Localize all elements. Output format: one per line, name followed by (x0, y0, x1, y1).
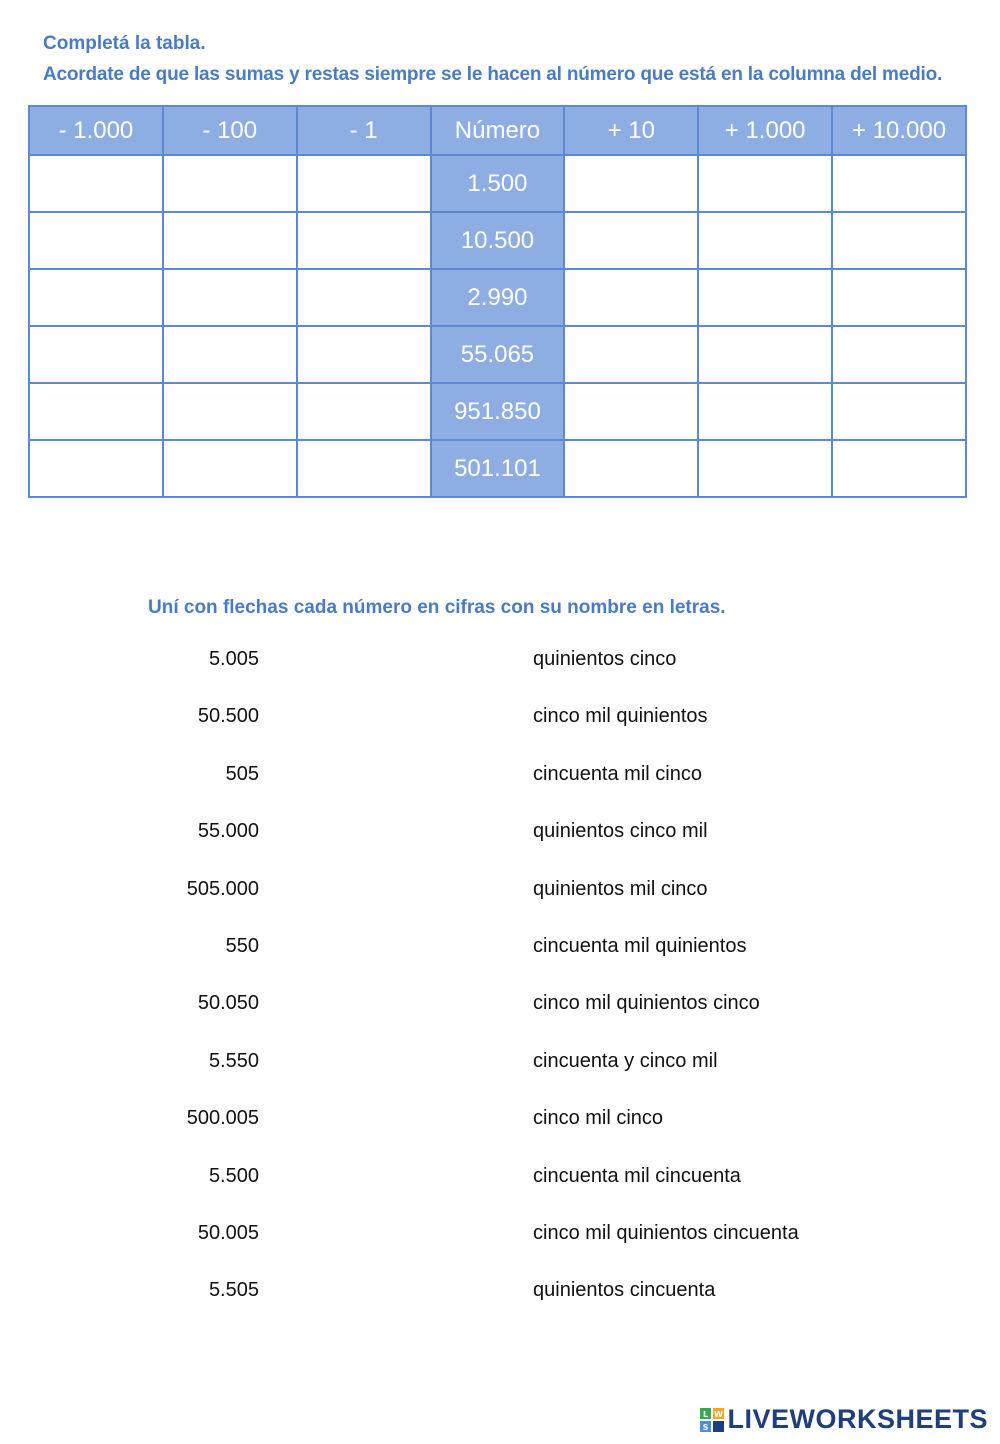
answer-cell[interactable] (832, 326, 966, 383)
number-cell: 951.850 (431, 383, 565, 440)
answer-cell[interactable] (29, 440, 163, 497)
brand-name: LIVEWORKSHEETS (727, 1404, 988, 1434)
liveworksheets-logo-icon (700, 1408, 724, 1432)
number-item[interactable]: 50.500 (197, 705, 259, 728)
word-item[interactable]: cinco mil quinientos cincuenta (533, 1221, 799, 1244)
answer-cell[interactable] (163, 269, 297, 326)
word-item[interactable]: cincuenta mil cincuenta (533, 1164, 741, 1187)
answer-cell[interactable] (29, 212, 163, 269)
table-row (29, 155, 966, 212)
number-cell: 501.101 (431, 440, 565, 497)
number-cell: 55.065 (431, 326, 565, 383)
table-row (29, 383, 966, 440)
table-row (29, 440, 966, 497)
word-item[interactable]: cinco mil cinco (533, 1107, 664, 1130)
answer-cell[interactable] (832, 155, 966, 212)
number-item[interactable]: 5.005 (208, 648, 259, 670)
header-plus-10000: + 10.000 (832, 106, 966, 155)
word-item[interactable]: cincuenta mil cinco (533, 762, 702, 785)
word-item[interactable]: cincuenta mil quinientos (533, 934, 747, 957)
answer-cell[interactable] (163, 155, 297, 212)
answer-cell[interactable] (163, 383, 297, 440)
answer-cell[interactable] (832, 383, 966, 440)
number-item[interactable]: 505 (225, 762, 259, 785)
number-item[interactable]: 50.005 (197, 1221, 259, 1244)
words-list (533, 645, 973, 1334)
answer-cell[interactable] (698, 440, 832, 497)
answer-cell[interactable] (163, 326, 297, 383)
liveworksheets-brand (700, 1404, 988, 1435)
word-item[interactable]: cinco mil quinientos (533, 705, 708, 728)
header-plus-1000: + 1.000 (698, 106, 832, 155)
instruction-title: Completá la tabla. (43, 33, 206, 54)
answer-cell[interactable] (29, 383, 163, 440)
answer-cell[interactable] (698, 269, 832, 326)
answer-cell[interactable] (564, 440, 698, 497)
word-item[interactable]: cinco mil quinientos cinco (533, 992, 760, 1015)
instruction-text: Acordate de que las sumas y restas siempre se le hacen al número que está en la columna del medio. (43, 64, 943, 85)
number-item[interactable]: 5.500 (208, 1164, 259, 1187)
answer-cell[interactable] (564, 212, 698, 269)
header-minus-100: - 100 (163, 106, 297, 155)
answer-cell[interactable] (832, 440, 966, 497)
svg-text:S: S (703, 1422, 709, 1432)
answer-cell[interactable] (297, 326, 431, 383)
header-minus-1: - 1 (297, 106, 431, 155)
answer-cell[interactable] (163, 440, 297, 497)
answer-cell[interactable] (297, 212, 431, 269)
answer-cell[interactable] (297, 155, 431, 212)
header-plus-10: + 10 (564, 106, 698, 155)
number-item[interactable]: 550 (225, 934, 259, 957)
answer-cell[interactable] (564, 269, 698, 326)
answer-cell[interactable] (29, 326, 163, 383)
svg-text:L: L (703, 1409, 709, 1419)
answer-cell[interactable] (698, 383, 832, 440)
operations-table (28, 105, 967, 498)
number-item[interactable]: 55.000 (197, 820, 259, 843)
answer-cell[interactable] (832, 212, 966, 269)
word-item[interactable]: quinientos cincuenta (533, 1279, 716, 1302)
table-row (29, 326, 966, 383)
number-item[interactable]: 5.550 (208, 1049, 259, 1072)
answer-cell[interactable] (297, 269, 431, 326)
word-item[interactable]: quinientos cinco (533, 648, 677, 670)
word-item[interactable]: cincuenta y cinco mil (533, 1049, 718, 1072)
table-row (29, 269, 966, 326)
number-cell: 10.500 (431, 212, 565, 269)
answer-cell[interactable] (29, 155, 163, 212)
answer-cell[interactable] (564, 155, 698, 212)
answer-cell[interactable] (564, 383, 698, 440)
number-cell: 1.500 (431, 155, 565, 212)
header-minus-1000: - 1.000 (29, 106, 163, 155)
answer-cell[interactable] (564, 326, 698, 383)
answer-cell[interactable] (698, 155, 832, 212)
svg-text:W: W (714, 1409, 724, 1419)
answer-cell[interactable] (297, 440, 431, 497)
answer-cell[interactable] (698, 212, 832, 269)
number-item[interactable]: 5.505 (208, 1279, 259, 1302)
table-header-row (29, 106, 966, 155)
answer-cell[interactable] (29, 269, 163, 326)
answer-cell[interactable] (832, 269, 966, 326)
word-item[interactable]: quinientos mil cinco (533, 877, 708, 900)
number-item[interactable]: 505.000 (186, 877, 259, 900)
number-item[interactable]: 500.005 (186, 1107, 259, 1130)
header-number: Número (431, 106, 565, 155)
answer-cell[interactable] (163, 212, 297, 269)
number-cell: 2.990 (431, 269, 565, 326)
numbers-list (120, 645, 259, 1334)
answer-cell[interactable] (297, 383, 431, 440)
answer-cell[interactable] (698, 326, 832, 383)
matching-title: Uní con flechas cada número en cifras con su nombre en letras. (148, 597, 726, 618)
word-item[interactable]: quinientos cinco mil (533, 820, 708, 843)
number-item[interactable]: 50.050 (197, 992, 259, 1015)
table-row (29, 212, 966, 269)
